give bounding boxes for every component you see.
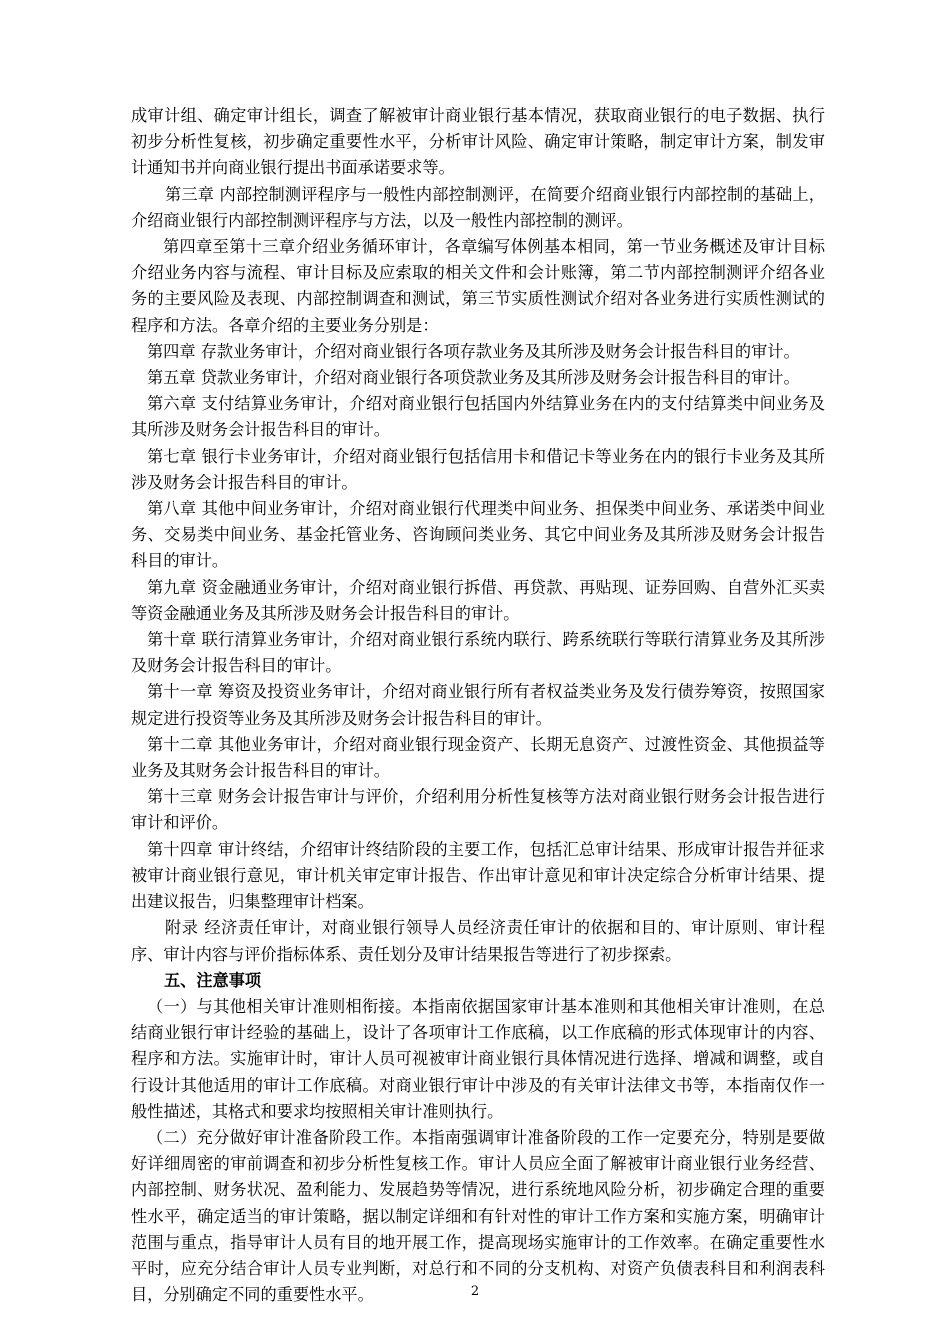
document-body bbox=[131, 103, 825, 1308]
paragraph-chapter-9: 第九章 资金融通业务审计，介绍对商业银行拆借、再贷款、再贴现、证券回购、自营外汇买卖等资金融通业务及其所涉及财务会计报告科目的审计。 bbox=[131, 577, 825, 623]
paragraph-note-2: （二）充分做好审计准备阶段工作。本指南强调审计准备阶段的工作一定要充分，特别是要做好详细周密的审前调查和初步分析性复核工作。审计人员应全面了解被审计商业银行业务经营、内部控制、财务状况、盈利能力、发展趋势等情况，进行系统地风险分析，初步确定合理的重要性水平，确定适当的审计策略，据以制定详细和有针对性的审计工作方案和实施方案，明确审计范围与重点，指导审计人员有目的地开展工作，提高现场实施审计的工作效率。在确定重要性水平时，应充分结合审计人员专业判断，对总行和不同的分支机构、对资产负债表科目和利润表科目，分别确定不同的重要性水平。 bbox=[131, 1127, 825, 1305]
paragraph-chapter-7: 第七章 银行卡业务审计，介绍对商业银行包括信用卡和借记卡等业务在内的银行卡业务及其所涉及财务会计报告科目的审计。 bbox=[131, 446, 825, 492]
paragraph-chapters-4-13-overview: 第四章至第十三章介绍业务循环审计，各章编写体例基本相同，第一节业务概述及审计目标介绍业务内容与流程、审计目标及应索取的相关文件和会计账簿，第二节内部控制测评介绍各业务的主要风险及表现、内部控制调查和测试，第三节实质性测试介绍对各业务进行实质性测试的程序和方法。各章介绍的主要业务分别是： bbox=[131, 237, 825, 335]
paragraph-chapter-10: 第十章 联行清算业务审计，介绍对商业银行系统内联行、跨系统联行等联行清算业务及其所涉及财务会计报告科目的审计。 bbox=[131, 630, 825, 676]
paragraph-chapter-13: 第十三章 财务会计报告审计与评价，介绍利用分析性复核等方法对商业银行财务会计报告进行审计和评价。 bbox=[131, 787, 825, 833]
paragraph-appendix: 附录 经济责任审计，对商业银行领导人员经济责任审计的依据和目的、审计原则、审计程序、审计内容与评价指标体系、责任划分及审计结果报告等进行了初步探索。 bbox=[131, 918, 825, 964]
paragraph-chapter-3: 第三章 内部控制测评程序与一般性内部控制测评，在简要介绍商业银行内部控制的基础上，介绍商业银行内部控制测评程序与方法，以及一般性内部控制的测评。 bbox=[131, 184, 825, 230]
paragraph-chapter-14: 第十四章 审计终结，介绍审计终结阶段的主要工作，包括汇总审计结果、形成审计报告并征求被审计商业银行意见，审计机关审定审计报告、作出审计意见和审计决定综合分析审计结果、提出建议报告，归集整理审计档案。 bbox=[131, 839, 825, 912]
paragraph-audit-prep-continued: 成审计组、确定审计组长，调查了解被审计商业银行基本情况，获取商业银行的电子数据、执行初步分析性复核，初步确定重要性水平，分析审计风险、确定审计策略，制定审计方案，制发审计通知书并向商业银行提出书面承诺要求等。 bbox=[131, 106, 825, 178]
paragraph-chapter-12: 第十二章 其他业务审计，介绍对商业银行现金资产、长期无息资产、过渡性资金、其他损益等业务及其财务会计报告科目的审计。 bbox=[131, 734, 825, 781]
section-heading-notes: 五、注意事项 bbox=[164, 970, 262, 990]
paragraph-chapter-5: 第五章 贷款业务审计，介绍对商业银行各项贷款业务及其所涉及财务会计报告科目的审计。 bbox=[147, 368, 800, 388]
paragraph-chapter-11: 第十一章 筹资及投资业务审计，介绍对商业银行所有者权益类业务及发行债券筹资，按照国家规定进行投资等业务及其所涉及财务会计报告科目的审计。 bbox=[131, 682, 825, 728]
paragraph-chapter-8: 第八章 其他中间业务审计，介绍对商业银行代理类中间业务、担保类中间业务、承诺类中间业务、交易类中间业务、基金托管业务、咨询顾问类业务、其它中间业务及其所涉及财务会计报告科目的审计。 bbox=[131, 499, 825, 571]
page-number: 2 bbox=[470, 1284, 480, 1299]
paragraph-chapter-4: 第四章 存款业务审计，介绍对商业银行各项存款业务及其所涉及财务会计报告科目的审计。 bbox=[147, 341, 800, 361]
paragraph-note-1: （一）与其他相关审计准则相衔接。本指南依据国家审计基本准则和其他相关审计准则，在总结商业银行审计经验的基础上，设计了各项审计工作底稿，以工作底稿的形式体现审计的内容、程序和方法。实施审计时，审计人员可视被审计商业银行具体情况进行选择、增减和调整，或自行设计其他适用的审计工作底稿。对商业银行审计中涉及的有关审计法律文书等，本指南仅作一般性描述，其格式和要求均按照相关审计准则执行。 bbox=[131, 996, 825, 1121]
paragraph-chapter-6: 第六章 支付结算业务审计，介绍对商业银行包括国内外结算业务在内的支付结算类中间业务及其所涉及财务会计报告科目的审计。 bbox=[131, 394, 825, 440]
